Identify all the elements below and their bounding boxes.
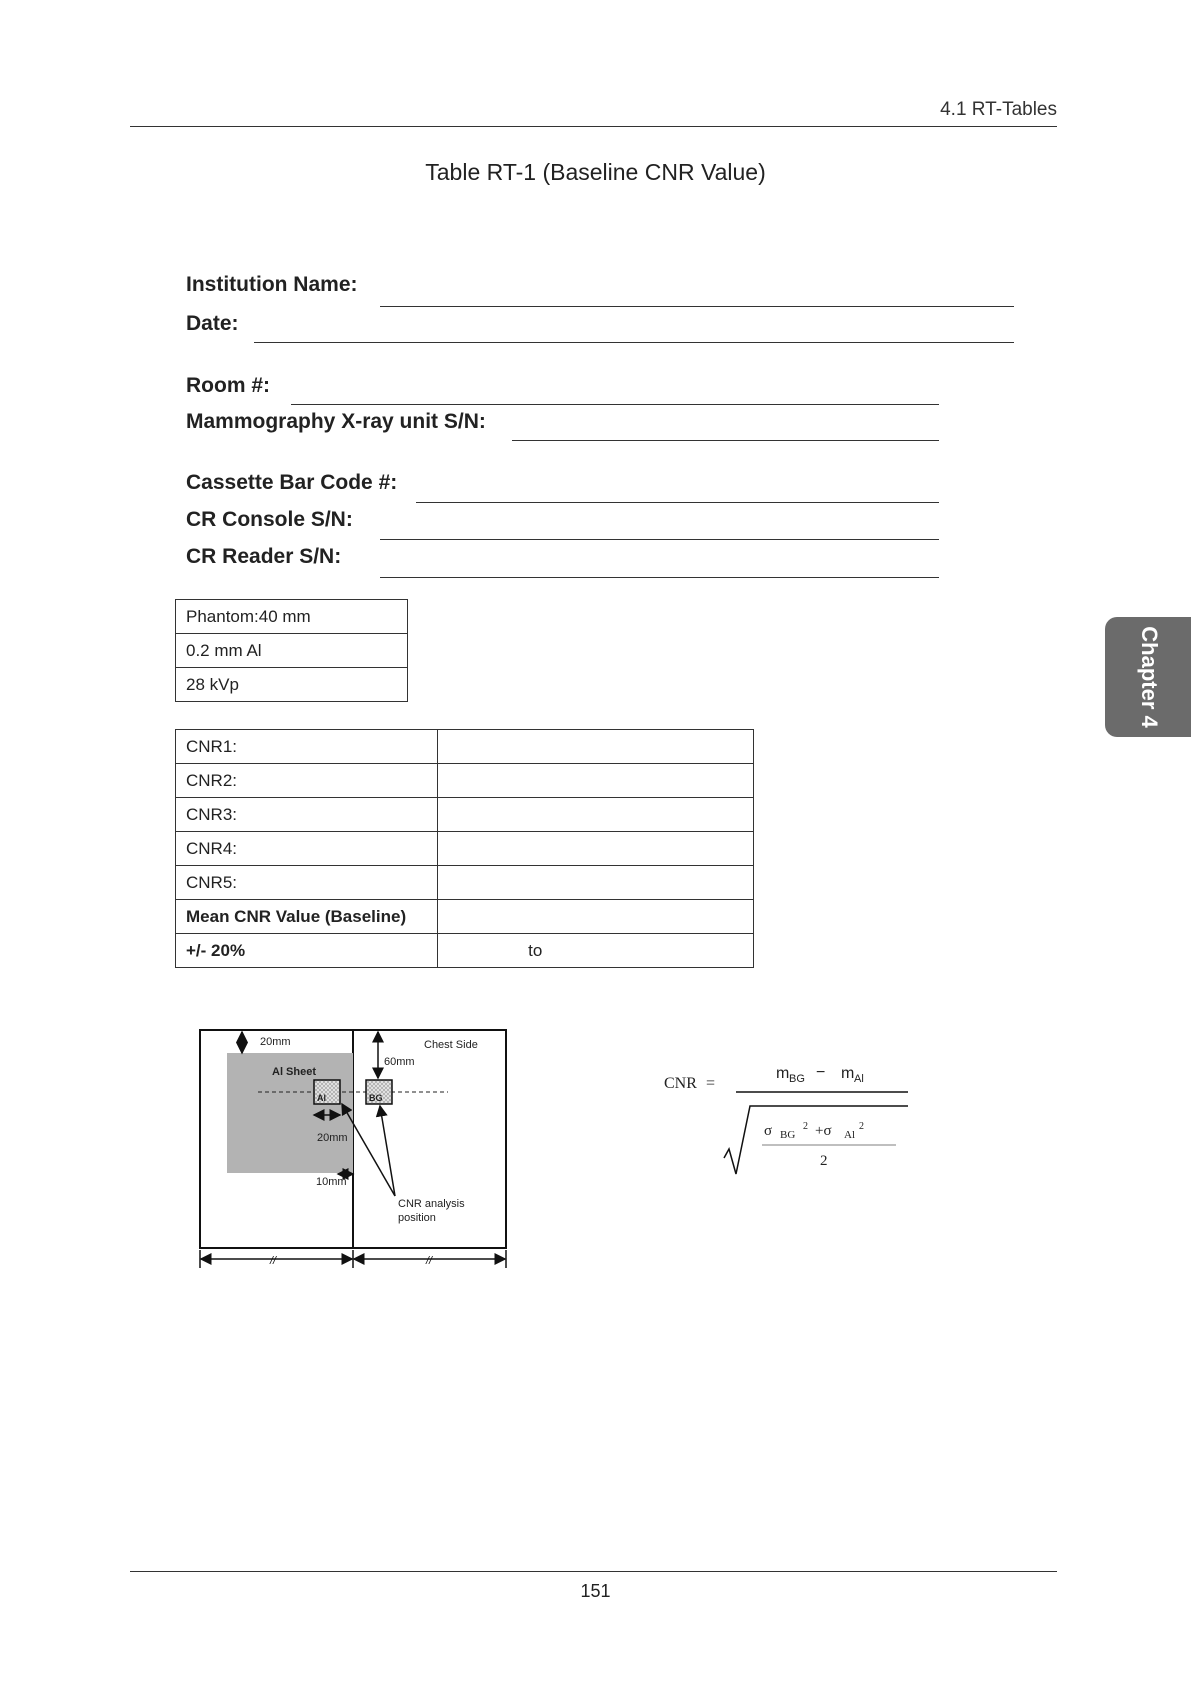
table-row [176,668,408,702]
page-number: 151 [580,1581,611,1601]
cnr-table [175,729,754,968]
page-title: Table RT-1 (Baseline CNR Value) [425,159,766,185]
mean-cnr-label: Mean CNR Value (Baseline) [176,900,438,934]
condition-kvp: 28 kVp [176,668,408,702]
room-field[interactable] [291,404,939,405]
formula-m-al: m [841,1065,855,1082]
room-label: Room #: [186,374,270,397]
cassette-bar-code-field[interactable] [416,502,939,503]
equal-mark-right: // [426,1255,433,1267]
analysis-position-label-1: CNR analysis [398,1198,465,1210]
equal-mark-left: // [270,1255,277,1267]
institution-name-field[interactable] [380,306,1014,307]
roi-al-label: Al [317,1093,326,1103]
header-rule [130,126,1057,127]
dim-10mm-label: 10mm [316,1176,347,1188]
table-row [176,934,754,968]
date-label: Date: [186,312,239,335]
table-row [176,600,408,634]
cnr4-value[interactable] [437,832,754,866]
table-row [176,900,754,934]
cnr5-value[interactable] [437,866,754,900]
formula-denominator: 2 [820,1153,828,1169]
phantom-diagram [190,1020,520,1280]
footer-rule [130,1571,1057,1572]
formula-m-bg: m [776,1065,790,1082]
conditions-table [175,599,408,702]
roi-bg-label: BG [369,1093,383,1103]
cr-console-field[interactable] [380,539,939,540]
cnr2-value[interactable] [437,764,754,798]
condition-phantom: Phantom:40 mm [176,600,408,634]
dim-20mm-top-label: 20mm [260,1036,291,1048]
section-header: 4.1 RT-Tables [940,99,1057,120]
mean-cnr-value[interactable] [437,900,754,934]
tolerance-label: +/- 20% [176,934,438,968]
formula-lhs: CNR [664,1075,697,1092]
table-row [176,798,754,832]
formula-sq-al: 2 [859,1121,864,1132]
table-row [176,730,754,764]
formula-sub-al: Al [854,1073,864,1085]
tolerance-value[interactable]: to [437,934,754,968]
dim-roi-label: 20mm [317,1132,348,1144]
cr-reader-field[interactable] [380,577,939,578]
cnr5-label: CNR5: [176,866,438,900]
cr-reader-label: CR Reader S/N: [186,545,342,568]
cassette-bar-code-label: Cassette Bar Code #: [186,471,398,494]
table-row [176,764,754,798]
condition-filter: 0.2 mm Al [176,634,408,668]
table-row [176,866,754,900]
dim-60mm-label: 60mm [384,1056,415,1068]
cnr4-label: CNR4: [176,832,438,866]
formula-plus-sigma: +σ [815,1123,832,1139]
cnr1-label: CNR1: [176,730,438,764]
formula-sq-bg: 2 [803,1121,808,1132]
cnr1-value[interactable] [437,730,754,764]
cr-console-label: CR Console S/N: [186,508,353,531]
cnr3-value[interactable] [437,798,754,832]
table-row [176,832,754,866]
xray-unit-label: Mammography X-ray unit S/N: [186,410,486,433]
formula-sub-bg: BG [789,1073,805,1085]
formula-equals: = [706,1075,716,1092]
institution-name-label: Institution Name: [186,273,358,296]
formula-sigma-bg: σ [764,1123,773,1139]
date-field[interactable] [254,342,1014,343]
cnr-formula [650,1050,930,1190]
formula-minus: − [816,1064,826,1081]
cnr3-label: CNR3: [176,798,438,832]
table-row [176,634,408,668]
formula-sigma-sub-bg: BG [780,1129,796,1141]
xray-unit-field[interactable] [512,440,939,441]
cnr2-label: CNR2: [176,764,438,798]
al-sheet-label: Al Sheet [272,1066,317,1078]
sqrt-sign [724,1106,908,1174]
analysis-position-label-2: position [398,1212,436,1224]
chest-side-label: Chest Side [424,1039,478,1051]
chapter-tab-label: Chapter 4 [1136,626,1162,728]
chapter-tab[interactable] [1105,617,1191,737]
formula-sigma-sub-al: Al [844,1129,855,1141]
